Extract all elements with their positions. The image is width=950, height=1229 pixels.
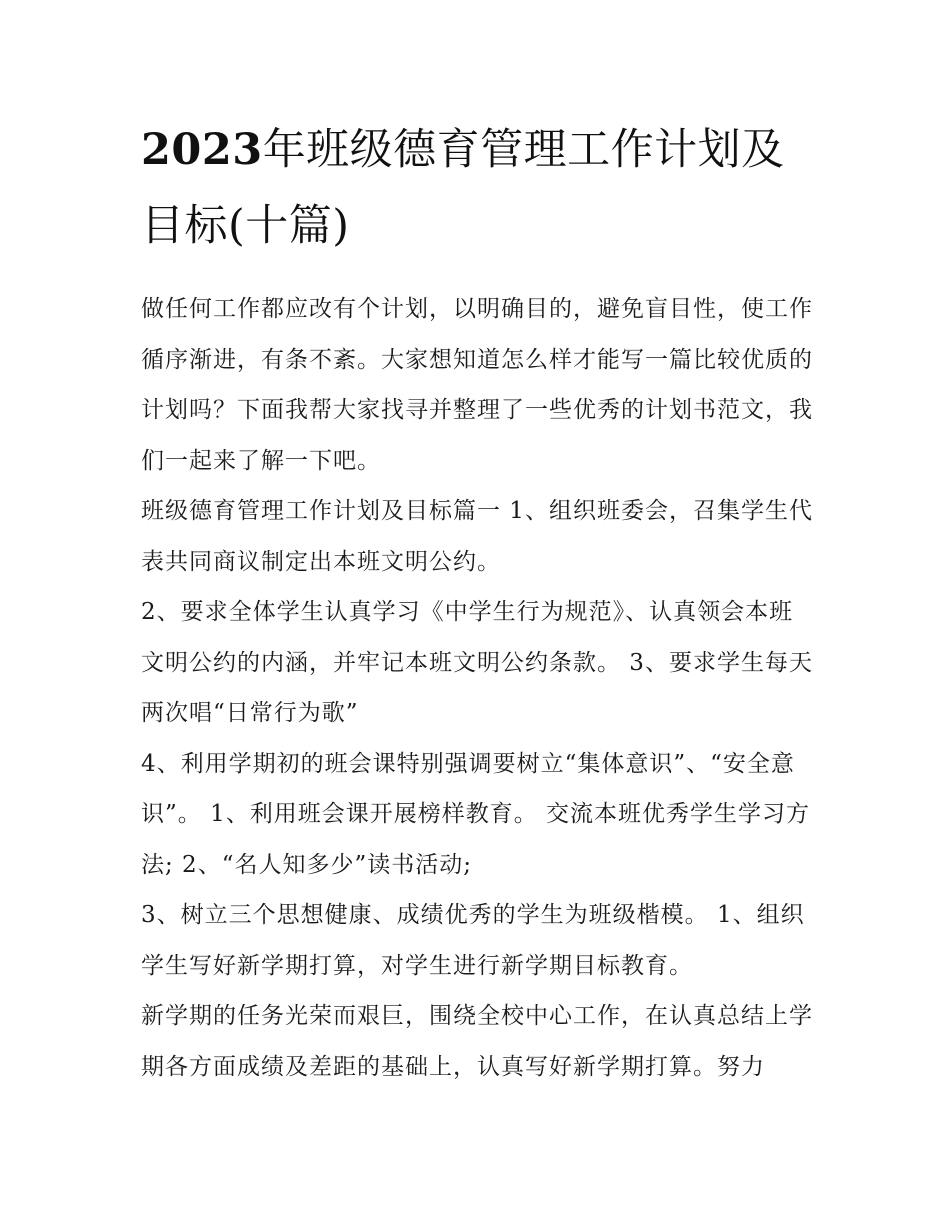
document-title [141,112,813,264]
body-paragraph: 班级德育管理工作计划及目标篇一 1、组织班委会，召集学生代表共同商议制定出本班文明公约。 [141,498,813,575]
title-year: 2023 [141,125,263,175]
body-paragraph: 3、树立三个思想健康、成绩优秀的学生为班级楷模。 1、组织学生写好新学期打算，对学生进行新学期目标教育。 [141,902,805,979]
title-text: 年班级德育管理工作计划及目标(十篇) [141,125,785,251]
body-paragraph: 4、利用学期初的班会课特别强调要树立“集体意识”、“安全意识”。 1、利用班会课开展榜样教育。 交流本班优秀学生学习方法; 2、“名人知多少”读书活动; [141,750,811,878]
document-page [141,112,813,1092]
intro-paragraph: 做任何工作都应改有个计划，以明确目的，避免盲目性，使工作循序渐进，有条不紊。大家想知道怎么样才能写一篇比较优质的计划吗？下面我帮大家找寻并整理了一些优秀的计划书范文，我们一起来了解一下吧。 [141,296,813,474]
body-paragraph: 新学期的任务光荣而艰巨，围绕全校中心工作，在认真总结上学期各方面成绩及差距的基础上，认真写好新学期打算。努力 [141,1003,813,1080]
document-body [141,284,813,1092]
body-paragraph: 2、要求全体学生认真学习《中学生行为规范》、认真领会本班文明公约的内涵，并牢记本班文明公约条款。 3、要求学生每天两次唱“日常行为歌” [141,599,813,726]
